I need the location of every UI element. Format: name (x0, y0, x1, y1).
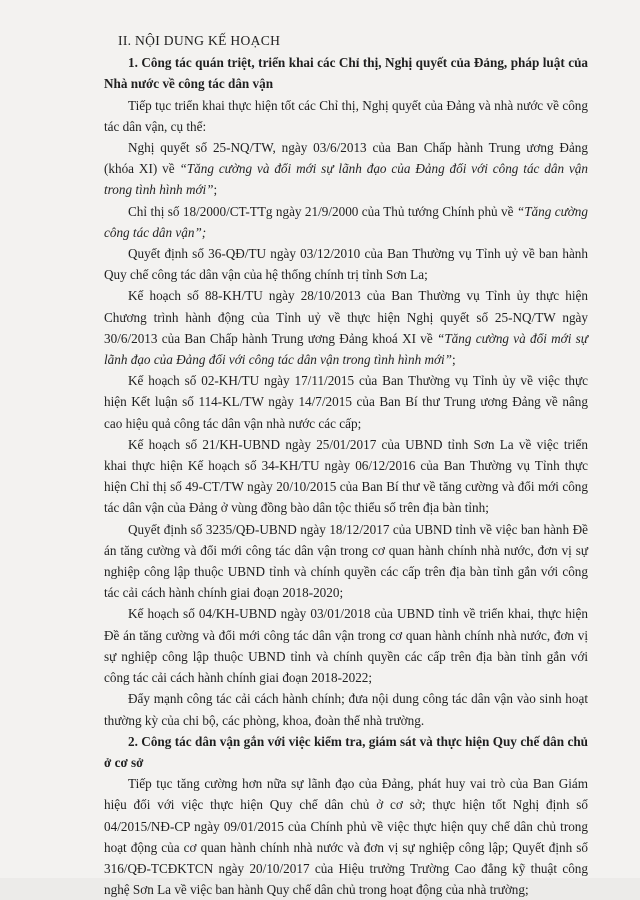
section-1-title: 1. Công tác quán triệt, triển khai các Chỉ thị, Nghị quyết của Đảng, pháp luật của Nhà nước về công tác dân vận (104, 55, 588, 92)
item-decision-36: Quyết định số 36-QĐ/TU ngày 03/12/2010 của Ban Thường vụ Tỉnh uỷ về ban hành Quy chế công tác dân vận của hệ thống chính trị tỉnh Sơn La; (104, 246, 588, 283)
item-plan-04: Kế hoạch số 04/KH-UBND ngày 03/01/2018 của UBND tỉnh về triển khai, thực hiện Đề án tăng cường và đổi mới công tác dân vận trong cơ quan hành chính nhà nước, đơn vị sự nghiệp công lập thuộc UBND tỉnh và chính quyền các cấp trên địa bàn tỉnh gắn với công tác cải cách hành chính giai đoạn 2018-2022; (104, 606, 588, 686)
section-heading: II. NỘI DUNG KẾ HOẠCH (118, 33, 281, 48)
item-directive-18-text: Chỉ thị số 18/2000/CT-TTg ngày 21/9/2000 của Thủ tướng Chính phủ về (128, 203, 517, 219)
item-plan-88-text: Kế hoạch số 88-KH/TU ngày 28/10/2013 của Ban Thường vụ Tỉnh ủy thực hiện Chương trình hành động của Tỉnh uỷ về thực hiện Nghị quyết số 25-NQ/TW ngày 30/6/2013 của Ban Chấp hành Trung ương Đảng khoá XI về (104, 288, 588, 346)
item-resolution-25-quote: “Tăng cường và đổi mới sự lãnh đạo của Đảng đối với công tác dân vận trong tình hình mới” (104, 161, 588, 198)
section-2-title-text: 2. Công tác dân vận gắn với việc kiểm tra, giám sát và thực hiện Quy chế dân chủ ở cơ sở (104, 733, 588, 770)
item-resolution-25-end: ; (213, 182, 218, 198)
item-plan-88 (104, 285, 588, 370)
item-admin-reform: Đẩy mạnh công tác cải cách hành chính; đưa nội dung công tác dân vận vào sinh hoạt thường kỳ của chi bộ, các phòng, khoa, đoàn thể nhà trường. (104, 691, 588, 728)
item-plan-88-quote: “Tăng cường và đổi mới sự lãnh đạo của Đảng đối với công tác dân vận trong tình hình mới” (104, 330, 588, 368)
item-directive-18-quote: “Tăng cường công tác dân vận”; (104, 203, 588, 240)
item-resolution-25-text: Nghị quyết số 25-NQ/TW, ngày 03/6/2013 của Ban Chấp hành Trung ương Đảng (khóa XI) về (104, 140, 588, 177)
item-directive-18 (104, 201, 588, 243)
item-plan-21: Kế hoạch số 21/KH-UBND ngày 25/01/2017 của UBND tỉnh Sơn La về việc triển khai thực hiện Kế hoạch số 34-KH/TU ngày 06/12/2016 của Ban Thường vụ Tỉnh thực hiện Chỉ thị số 49-CT/TW ngày 20/10/2015 của Ban Bí thư về tăng cường và đổi mới công tác dân vận của Đảng ở vùng đồng bào dân tộc thiểu số trên địa bàn tỉnh; (104, 436, 588, 516)
item-decision-3235: Quyết định số 3235/QĐ-UBND ngày 18/12/2017 của UBND tỉnh về việc ban hành Đề án tăng cường và đổi mới công tác dân vận trong cơ quan hành chính nhà nước, đơn vị sự nghiệp công lập thuộc UBND tỉnh và chính quyền các cấp trên địa bàn tỉnh gắn với công tác cải cách hành chính giai đoạn 2018-2020; (104, 521, 588, 601)
item-resolution-25 (104, 137, 588, 201)
section-2-paragraph: Tiếp tục tăng cường hơn nữa sự lãnh đạo của Đảng, phát huy vai trò của Ban Giám hiệu đối với việc thực hiện Quy chế dân chủ ở cơ sở; thực hiện tốt Nghị định số 04/2015/NĐ-CP ngày 09/01/2015 của Chính phủ về việc thực hiện quy chế dân chủ trong hoạt động của cơ quan hành chính nhà nước và đơn vị sự nghiệp công lập; Quyết định số 316/QĐ-TCĐKTCN ngày 20/10/2017 của Hiệu trưởng Trường Cao đẳng kỹ thuật công nghệ Sơn La về việc ban hành Quy chế dân chủ trong hoạt động của nhà trường; (104, 776, 588, 898)
section-1-intro: Tiếp tục triển khai thực hiện tốt các Chỉ thị, Nghị quyết của Đảng và nhà nước về công tác dân vận, cụ thể: (104, 97, 588, 134)
section-2-title (104, 731, 588, 773)
item-plan-02: Kế hoạch số 02-KH/TU ngày 17/11/2015 của Ban Thường vụ Tỉnh ủy về việc thực hiện Kết luận số 114-KL/TW ngày 14/7/2015 của Ban Bí thư Trung ương Đảng về nâng cao hiệu quả công tác dân vận nhà nước các cấp; (104, 373, 588, 431)
item-plan-88-end: ; (452, 352, 456, 368)
